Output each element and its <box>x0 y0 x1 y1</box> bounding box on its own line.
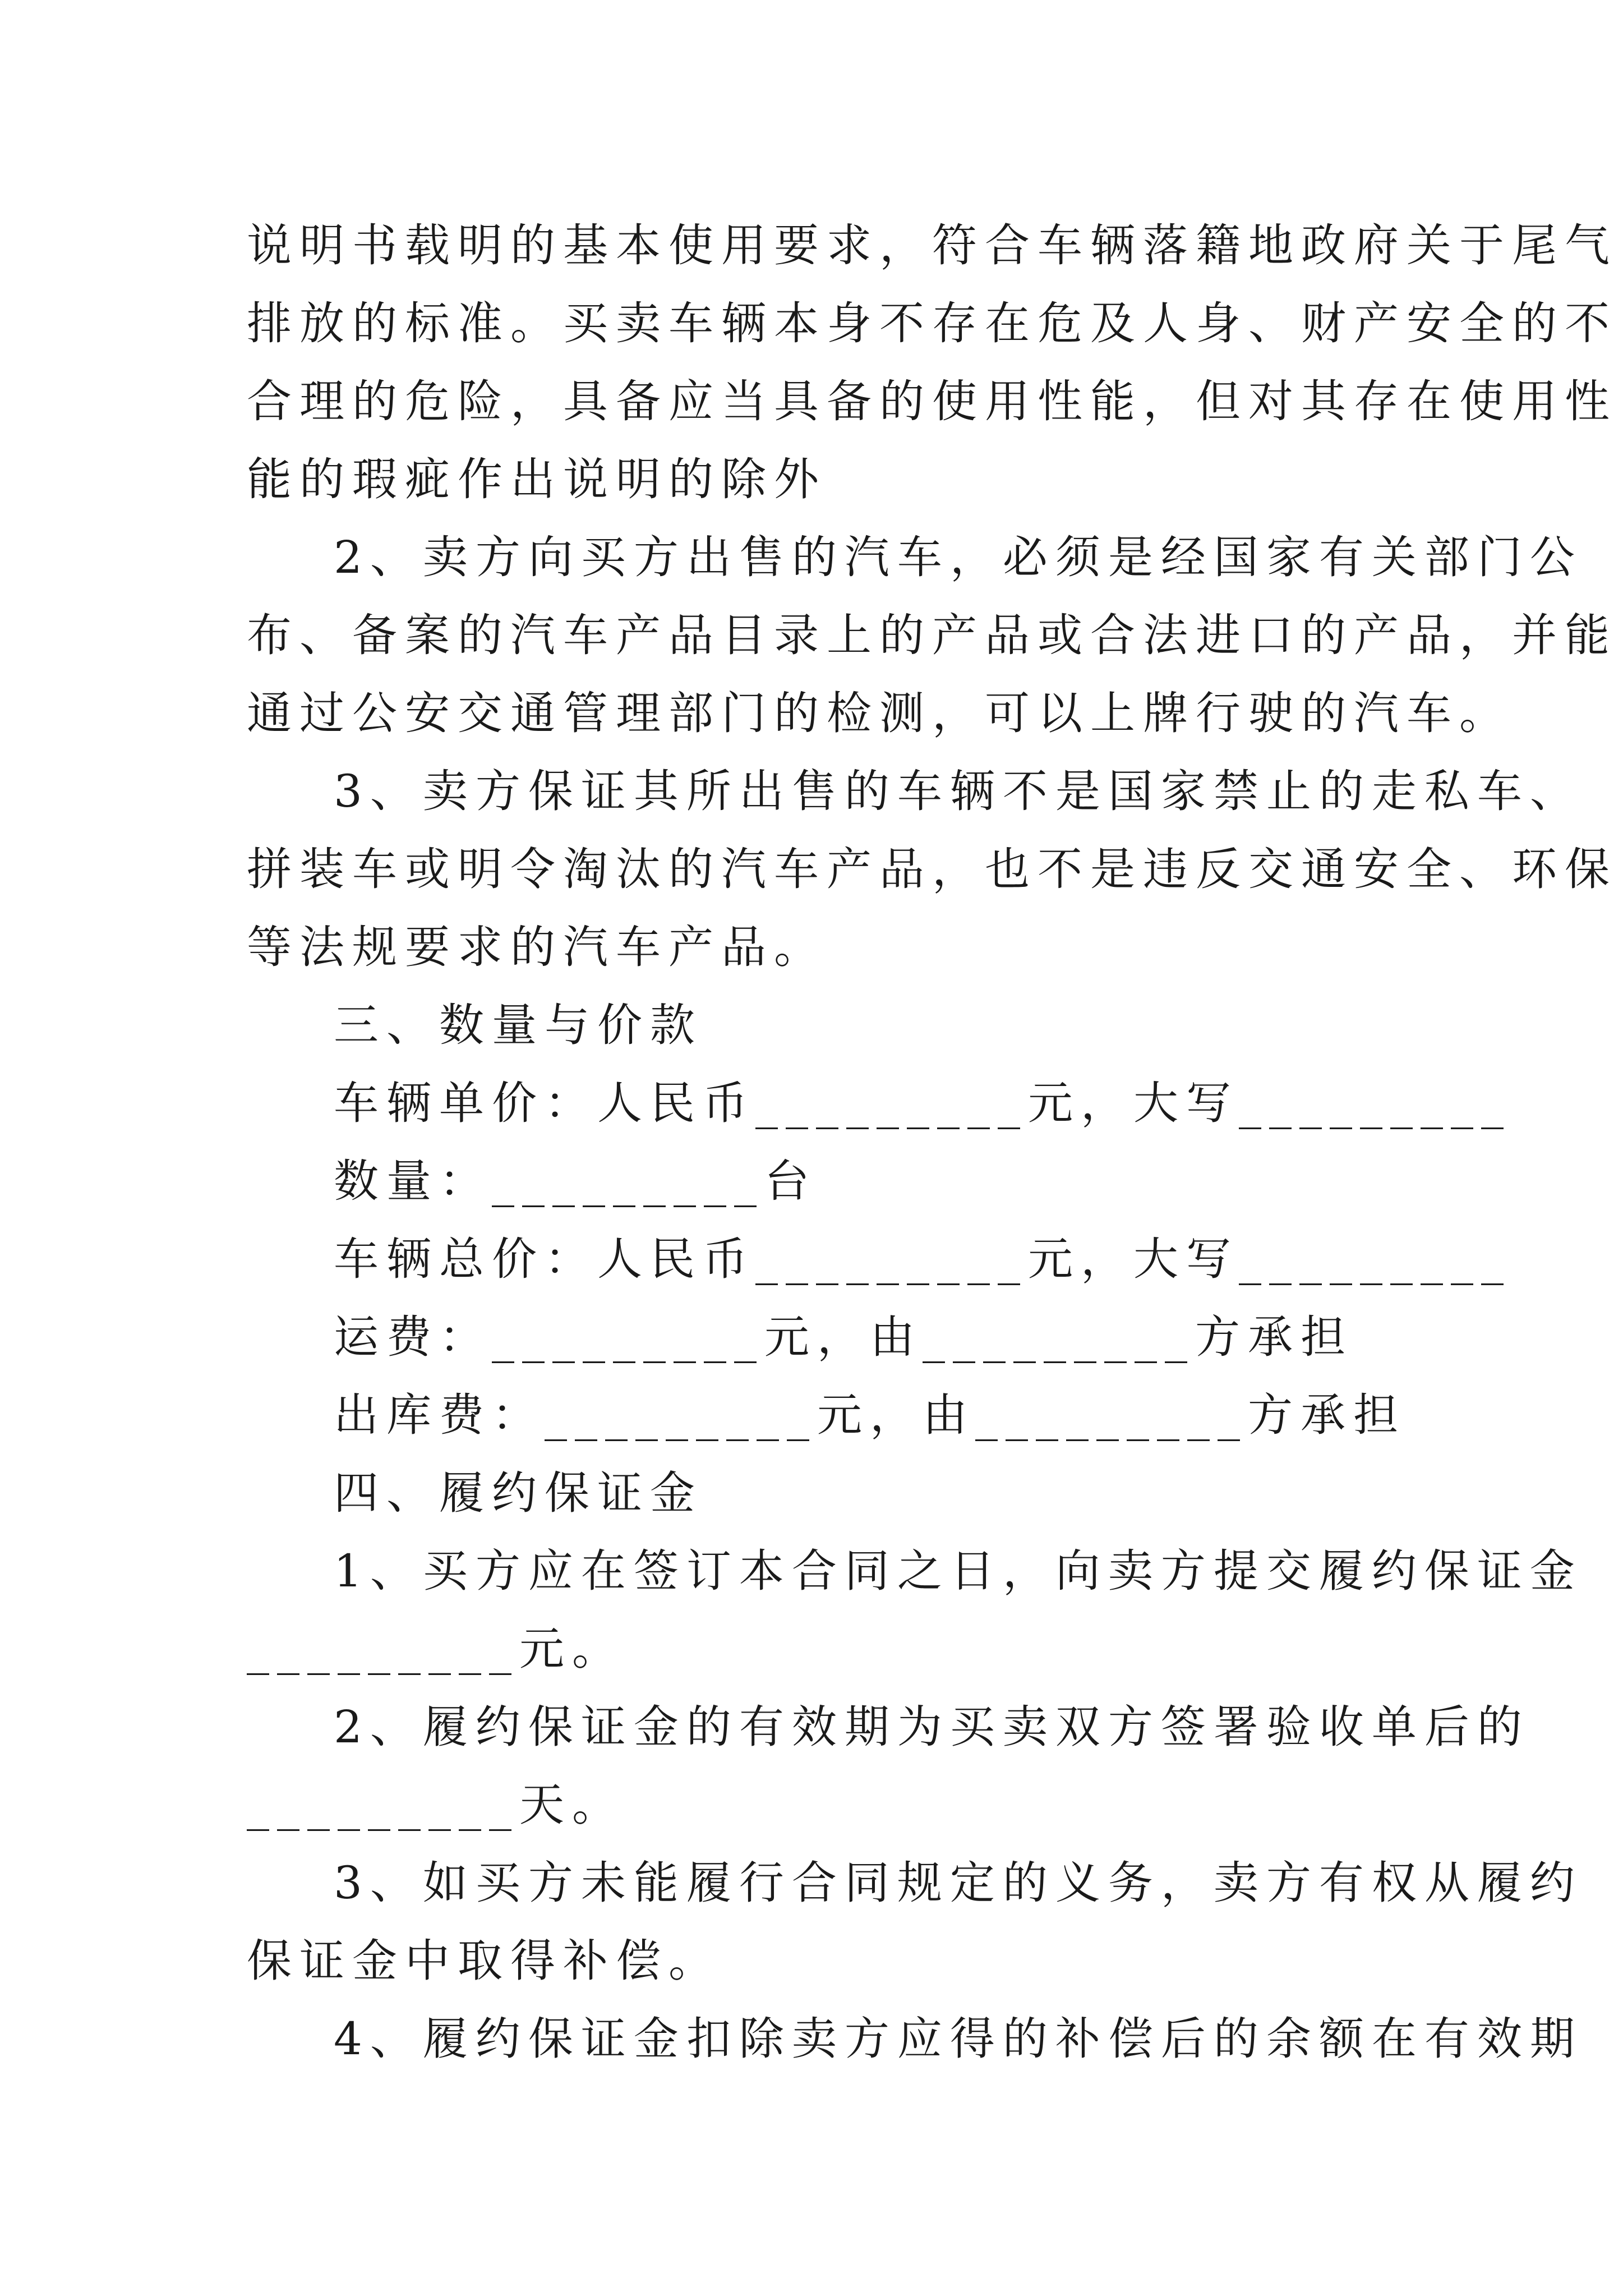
text-line: 等法规要求的汽车产品。 <box>247 921 827 973</box>
text-line: 排放的标准。买卖车辆本身不存在危及人身、财产安全的不 <box>247 297 1617 349</box>
form-field-line: 车辆总价：人民币_________元，大写_________ <box>334 1233 1511 1285</box>
text-line: 布、备案的汽车产品目录上的产品或合法进口的产品，并能 <box>247 609 1617 661</box>
text-line: 拼装车或明令淘汰的汽车产品，也不是违反交通安全、环保 <box>247 843 1617 895</box>
form-field-line: _________元。 <box>247 1623 625 1675</box>
text-line: 说明书载明的基本使用要求，符合车辆落籍地政府关于尾气 <box>247 219 1617 272</box>
section-heading: 四、履约保证金 <box>334 1467 703 1519</box>
form-field-line: _________天。 <box>247 1779 625 1831</box>
section-heading: 三、数量与价款 <box>334 999 703 1051</box>
text-line: 3、卖方保证其所出售的车辆不是国家禁止的走私车、 <box>334 765 1583 817</box>
text-line: 4、履约保证金扣除卖方应得的补偿后的余额在有效期 <box>334 2013 1583 2065</box>
text-line: 2、履约保证金的有效期为买卖双方签署验收单后的 <box>334 1701 1530 1753</box>
text-line: 保证金中取得补偿。 <box>247 1935 721 1987</box>
text-line: 2、卖方向买方出售的汽车，必须是经国家有关部门公 <box>334 531 1583 583</box>
text-line: 3、如买方未能履行合同规定的义务，卖方有权从履约 <box>334 1857 1583 1909</box>
form-field-line: 出库费：_________元，由_________方承担 <box>334 1389 1406 1441</box>
document-body <box>247 206 1617 2078</box>
form-field-line: 车辆单价：人民币_________元，大写_________ <box>334 1077 1511 1129</box>
text-line: 1、买方应在签订本合同之日，向卖方提交履约保证金 <box>334 1545 1583 1597</box>
form-field-line: 数量：_________台 <box>334 1155 817 1207</box>
text-line: 合理的危险，具备应当具备的使用性能，但对其存在使用性 <box>247 375 1617 427</box>
text-line: 能的瑕疵作出说明的除外 <box>247 453 827 505</box>
text-line: 通过公安交通管理部门的检测，可以上牌行驶的汽车。 <box>247 687 1512 739</box>
form-field-line: 运费：_________元，由_________方承担 <box>334 1311 1353 1363</box>
